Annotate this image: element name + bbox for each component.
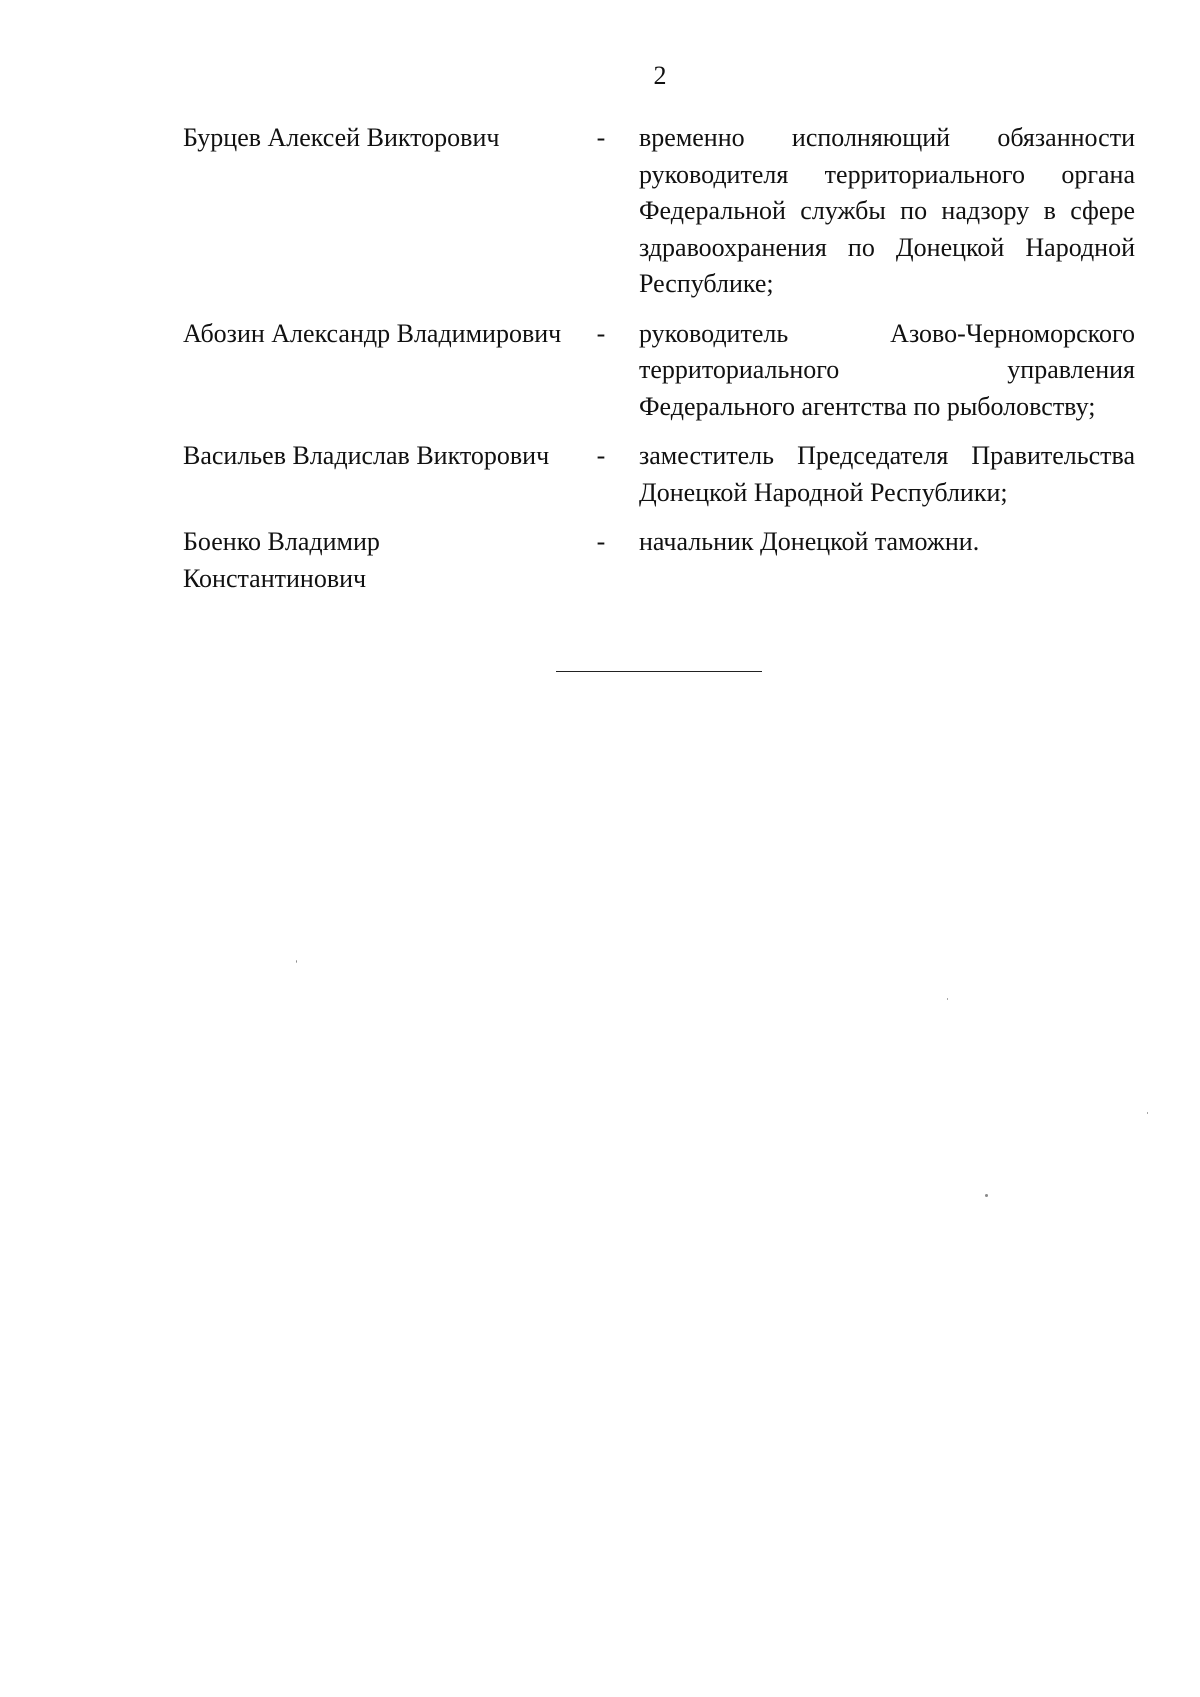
roster-entry — [183, 438, 1135, 511]
person-name: Васильев Владислав Викторович — [183, 441, 550, 470]
dash-separator: - — [596, 318, 606, 348]
roster-entry — [183, 524, 1135, 597]
dash-separator: - — [596, 441, 606, 470]
scan-speck — [947, 998, 948, 1000]
roster-entry — [183, 120, 1135, 303]
closing-rule — [556, 671, 762, 672]
scan-speck — [296, 960, 297, 963]
page-number: 2 — [653, 61, 667, 90]
person-position: начальник Донецкой таможни. — [639, 527, 980, 556]
person-position: заместитель Председателя Правительства Донецкой Народной Республики; — [639, 441, 1135, 507]
roster-entry — [183, 316, 1135, 426]
person-name: Бурцев Алексей Викторович — [183, 123, 500, 152]
scan-speck — [985, 1194, 988, 1197]
person-name: Боенко Владимир Константинович — [183, 527, 380, 593]
dash-separator: - — [596, 527, 606, 556]
dash-separator: - — [596, 123, 606, 152]
person-name: Абозин Александр Владимирович — [183, 318, 562, 348]
roster-list — [183, 120, 1135, 597]
scan-speck — [1147, 1112, 1148, 1114]
person-position: временно исполняющий обязанности руководителя территориального органа Федеральной службы по надзору в сфере здравоохранения по Донецкой Народной Республике; — [639, 123, 1135, 298]
person-position: руководитель Азово-Черноморского территориального управления Федерального агентства по рыболовству; — [639, 318, 1135, 421]
